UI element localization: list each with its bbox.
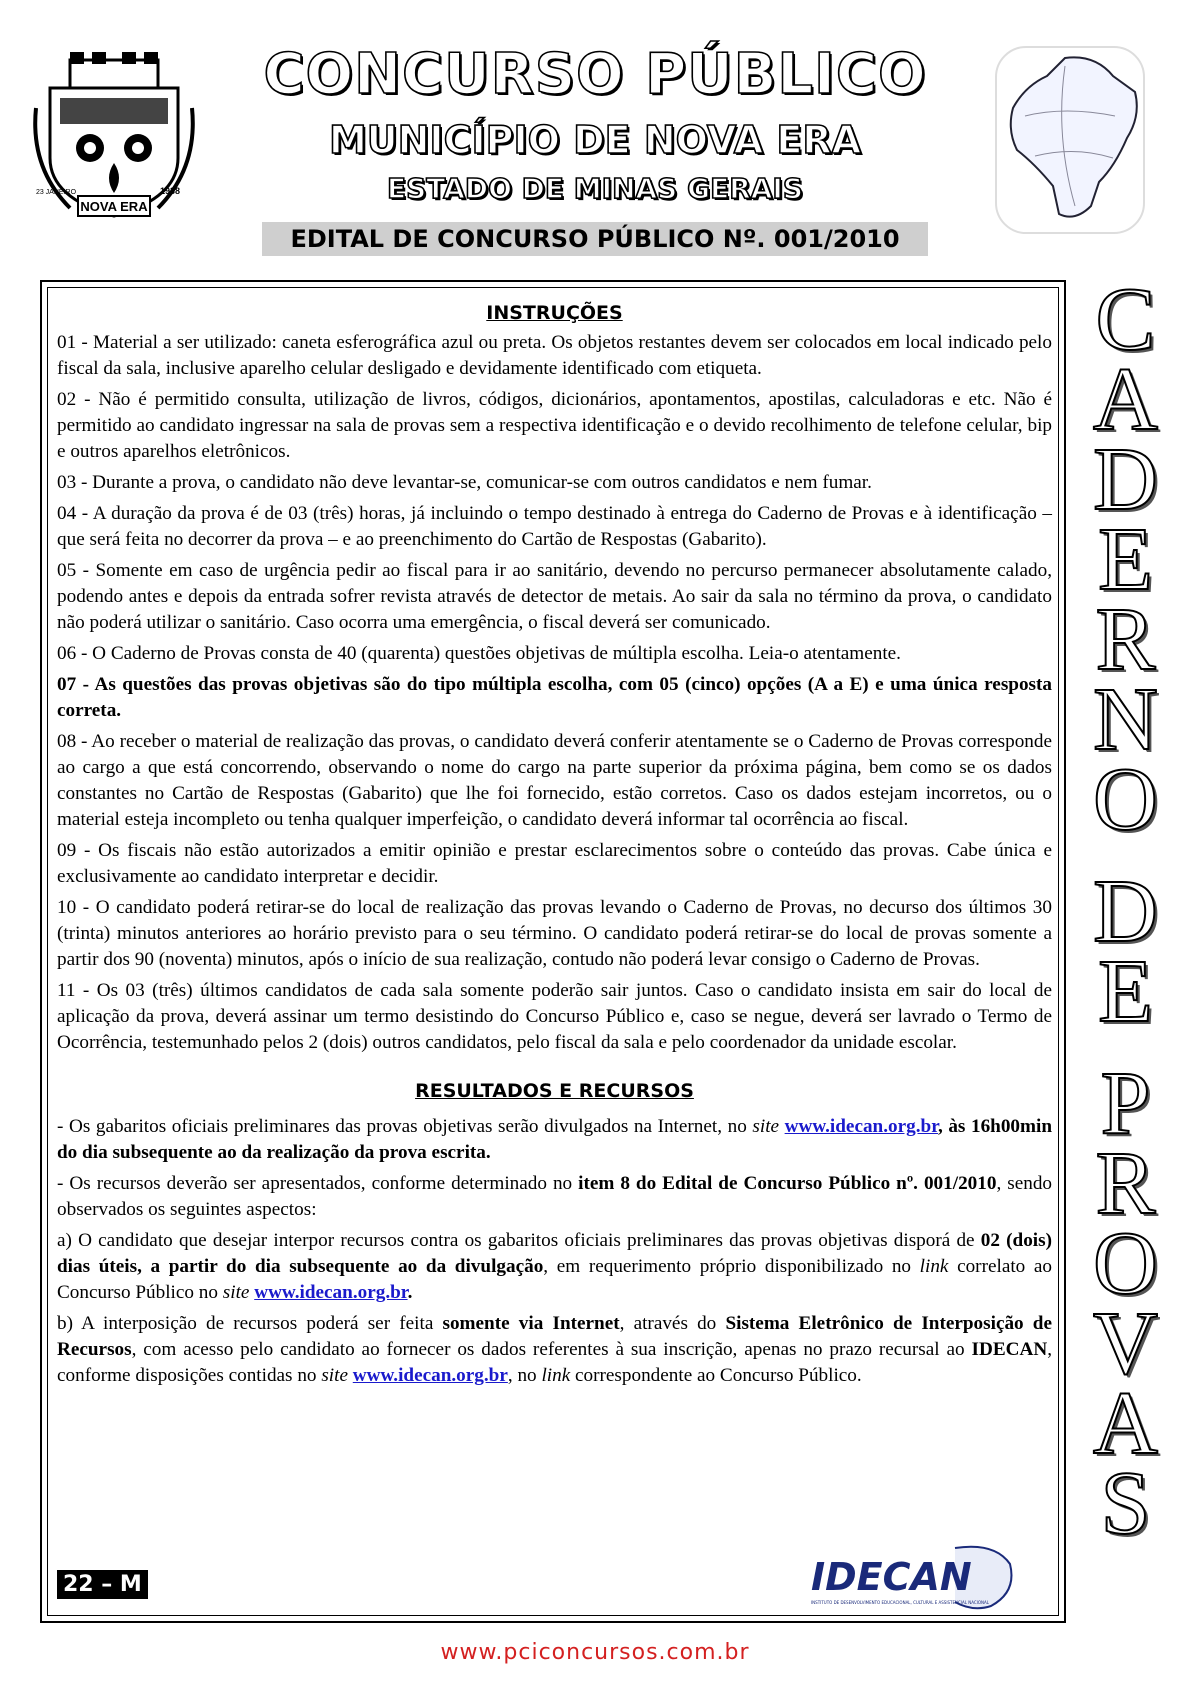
results-paragraph-a: a) O candidato que desejar interpor recursos contra os gabaritos oficiais preliminares das provas objetivas disporá de 02 (dois) dias úteis, a partir do dia subsequente ao da divulgação, em requerimento próprio disponibilizado no link correlato ao Concurso Público no site www.idecan.org.br. [57, 1230, 1053, 1303]
instructions-body [57, 300, 1052, 1394]
crest-year: 1938 [159, 186, 181, 196]
side-letter: R [1095, 1134, 1156, 1233]
side-letter: A [1093, 1374, 1158, 1473]
idecan-logo-subtitle: INSTITUTO DE DESENVOLVIMENTO EDUCACIONAL, CULTURAL E ASSISTENCIAL NACIONAL [811, 1600, 989, 1605]
results-paragraph-b: b) A interposição de recursos poderá ser feita somente via Internet, através do Sistema Eletrônico de Interposição de Recursos, com acesso pelo candidato ao fornecer os dados referentes à sua inscrição, apenas no prazo recursal ao IDECAN, conforme disposições contidas no site www.idecan.org.br, no link correspondente ao Concurso Público. [57, 1313, 1052, 1386]
results-paragraph-2: - Os recursos deverão ser apresentados, conforme determinado no item 8 do Edital de Concurso Público nº. 001/2010, sendo observados os seguintes aspectos: [57, 1173, 1053, 1220]
instruction-item: 06 - O Caderno de Provas consta de 40 (quarenta) questões objetivas de múltipla escolha. Leia-o atentamente. [57, 643, 901, 664]
footer-url[interactable]: www.pciconcursos.com.br [440, 1640, 750, 1665]
side-title-caderno-de-provas [1073, 270, 1178, 1553]
idecan-link[interactable]: www.idecan.org.br [352, 1365, 508, 1386]
instruction-item: 10 - O candidato poderá retirar-se do local de realização das provas levando o Caderno de Provas, no decurso dos últimos 30 (trinta) minutos anteriores ao horário previsto para o seu término. O candidato poderá retirar-se do local de provas somente a partir dos 90 (noventa) minutos, após o início de sua realização, contudo não poderá levar consigo o Caderno de Provas. [57, 897, 1052, 970]
side-letter: V [1093, 1294, 1158, 1393]
instruction-item: 05 - Somente em caso de urgência pedir ao fiscal para ir ao sanitário, devendo no percurso permanecer absolutamente calado, podendo antes e depois da entrada sofrer revista através de detector de metais. Ao sair da sala no término da prova, o candidato não poderá utilizar o sanitário. Caso ocorra uma emergência, o fiscal deverá ser comunicado. [57, 560, 1052, 633]
results-paragraph-1: - Os gabaritos oficiais preliminares das provas objetivas serão divulgados na Internet, no site www.idecan.org.br, às 16h00min do dia subsequente ao da realização da prova escrita. [57, 1116, 1053, 1163]
side-letter: O [1093, 1214, 1158, 1313]
side-letter: D [1093, 862, 1158, 961]
booklet-code-badge: 22 – M [57, 1570, 148, 1599]
side-letter: A [1093, 350, 1158, 449]
edital-banner: EDITAL DE CONCURSO PÚBLICO Nº. 001/2010 [262, 222, 928, 256]
side-letter: S [1100, 1454, 1151, 1553]
side-letter: N [1093, 670, 1158, 769]
results-title: RESULTADOS E RECURSOS [415, 1080, 694, 1102]
side-letter: P [1100, 1054, 1151, 1153]
side-letter: O [1093, 750, 1158, 849]
instruction-item: 02 - Não é permitido consulta, utilização de livros, códigos, dicionários, apontamentos, apostilas, calculadoras e etc. Não é permitido ao candidato ingressar na sala de provas sem a respectiva identificação e o devido recolhimento de telefone celular, bip e outros aparelhos eletrônicos. [57, 389, 1052, 462]
side-letter: R [1095, 590, 1156, 689]
idecan-link[interactable]: www.idecan.org.br [784, 1116, 938, 1137]
side-letter: E [1098, 942, 1153, 1041]
side-letter: C [1095, 270, 1156, 369]
instructions-title: INSTRUÇÕES [486, 302, 623, 324]
side-letter: D [1093, 430, 1158, 529]
instruction-item: 08 - Ao receber o material de realização das provas, o candidato deverá conferir atentamente se o Caderno de Provas corresponde ao cargo a que está concorrendo, observando o nome do cargo na parte superior da próxima página, bem como se os dados constantes no Cartão de Respostas (Gabarito) que lhe foi fornecido, estão corretos. Caso os dados estejam incorretos, ou o material esteja incompleto ou tenha qualquer imperfeição, o candidato deverá informar tal ocorrência ao fiscal. [57, 731, 1052, 830]
instruction-item: 07 - As questões das provas objetivas são do tipo múltipla escolha, com 05 (cinco) opções (A a E) e uma única resposta correta. [57, 674, 1052, 721]
idecan-logo-text: IDECAN [811, 1555, 972, 1599]
idecan-link[interactable]: www.idecan.org.br [254, 1282, 408, 1303]
crest-side-text: 23 JANEIRO [35, 189, 77, 196]
instruction-item: 09 - Os fiscais não estão autorizados a emitir opinião e prestar esclarecimentos sobre o conteúdo das provas. Cabe única e exclusivamente ao candidato interpretar e decidir. [57, 840, 1052, 887]
instruction-item: 11 - Os 03 (três) últimos candidatos de cada sala somente poderão sair juntos. Caso o candidato insista em sair do local de aplicação da prova, deverá assinar um termo desistindo do Concurso Público e, caso se negue, deverá ser lavrado o Termo de Ocorrência, testemunhado pelos 2 (dois) outros candidatos, pelo fiscal da sala e pelo coordenador da unidade escolar. [57, 980, 1052, 1053]
side-letter: E [1098, 510, 1153, 609]
municipality-title: MUNICÍPIO DE NOVA ERA [328, 118, 862, 162]
instruction-item: 03 - Durante a prova, o candidato não deve levantar-se, comunicar-se com outros candidatos e nem fumar. [57, 472, 872, 493]
instruction-item: 01 - Material a ser utilizado: caneta esferográfica azul ou preta. Os objetos restantes devem ser colocados em local indicado pelo fiscal da sala, inclusive aparelho celular desligado e devidamente identificado com etiqueta. [57, 332, 1052, 379]
state-title: ESTADO DE MINAS GERAIS [386, 172, 804, 205]
contest-title: CONCURSO PÚBLICO [263, 42, 927, 107]
crest-label: NOVA ERA [80, 199, 148, 214]
idecan-logo [805, 1542, 1020, 1614]
instruction-item: 04 - A duração da prova é de 03 (três) horas, já incluindo o tempo destinado à entrega do Caderno de Provas e à identificação – que será feita no decorrer da prova – e ao preenchimento do Cartão de Respostas (Gabarito). [57, 503, 1052, 550]
